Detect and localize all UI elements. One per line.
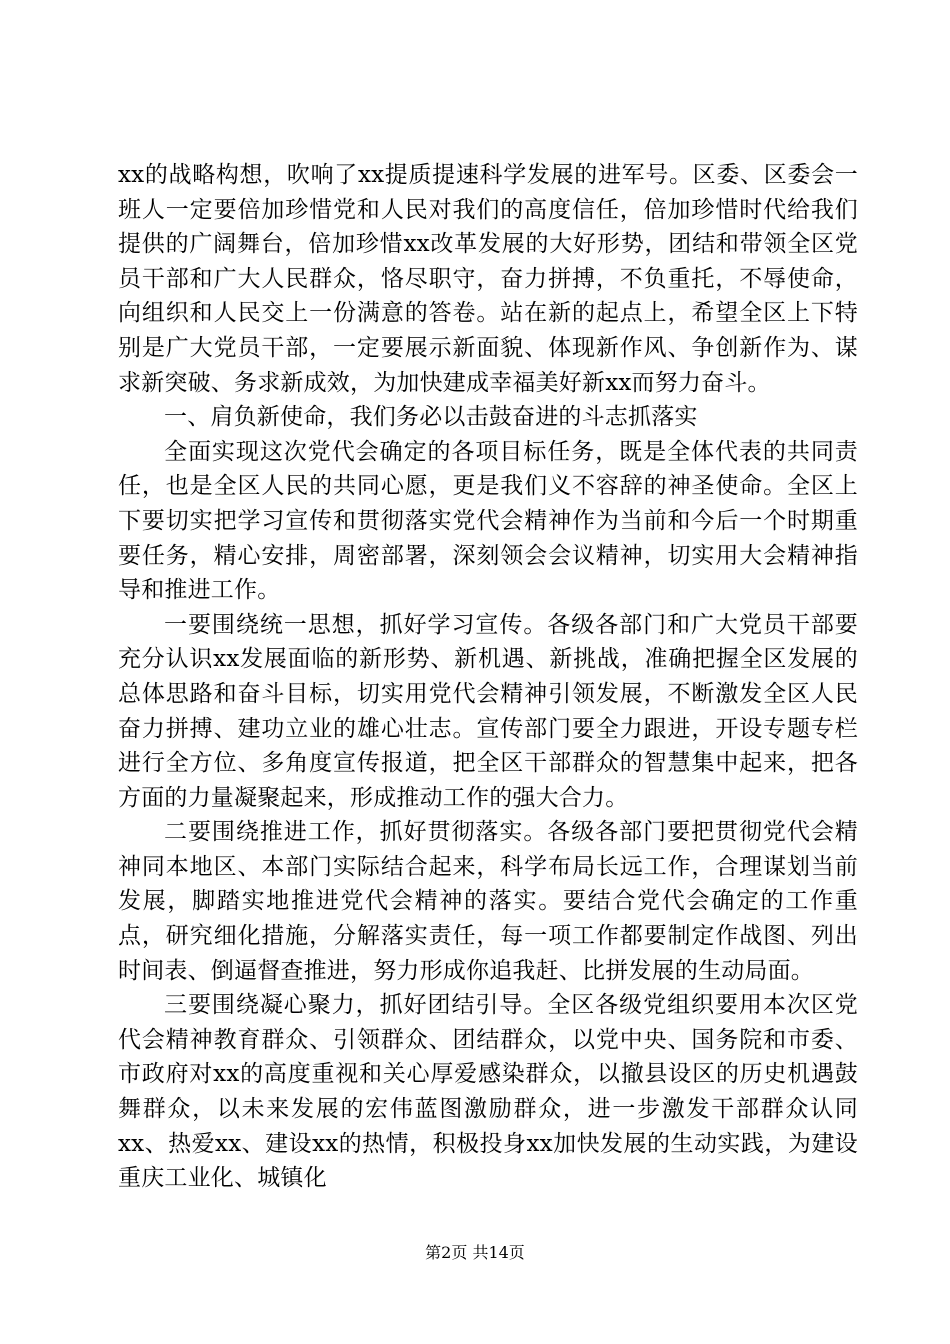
paragraph-intro: xx的战略构想，吹响了xx提质提速科学发展的进军号。区委、区委会一班人一定要倍加珍惜党和人民对我们的高度信任，倍加珍惜时代给我们提供的广阔舞台，倍加珍惜xx改革发展的大好形势，团结和带领全区党员干部和广大人民群众，恪尽职守，奋力拼搏，不负重托，不辱使命，向组织和人民交上一份满意的答卷。站在新的起点上，希望全区上下特别是广大党员干部，一定要展示新面貌、体现新作风、争创新作为、谋求新突破、务求新成效，为加快建成幸福美好新xx而努力奋斗。 <box>118 162 858 396</box>
section-heading: 一、肩负新使命，我们务必以击鼓奋进的斗志抓落实 <box>164 404 698 431</box>
body-text <box>118 158 858 1196</box>
paragraph-point-three: 三要围绕凝心聚力，抓好团结引导。全区各级党组织要用本次区党代会精神教育群众、引领群众、团结群众，以党中央、国务院和市委、市政府对xx的高度重视和关心厚爱感染群众，以撤县设区的历史机遇鼓舞群众，以未来发展的宏伟蓝图激励群众，进一步激发干部群众认同xx、热爱xx、建设xx的热情，积极投身xx加快发展的生动实践，为建设重庆工业化、城镇化 <box>118 992 858 1192</box>
paragraph-point-two: 二要围绕推进工作，抓好贯彻落实。各级各部门要把贯彻党代会精神同本地区、本部门实际结合起来，科学布局长远工作，合理谋划当前发展，脚踏实地推进党代会精神的落实。要结合党代会确定的工作重点，研究细化措施，分解落实责任，每一项工作都要制定作战图、列出时间表、倒逼督查推进，努力形成你追我赶、比拼发展的生动局面。 <box>118 819 858 984</box>
paragraph-point-one: 一要围绕统一思想，抓好学习宣传。各级各部门和广大党员干部要充分认识xx发展面临的新形势、新机遇、新挑战，准确把握全区发展的总体思路和奋斗目标，切实用党代会精神引领发展，不断激发全区人民奋力拼搏、建功立业的雄心壮志。宣传部门要全力跟进，开设专题专栏进行全方位、多角度宣传报道，把全区干部群众的智慧集中起来，把各方面的力量凝聚起来，形成推动工作的强大合力。 <box>118 611 858 811</box>
page-number-footer: 第2页 共14页 <box>425 1243 525 1262</box>
paragraph-mission: 全面实现这次党代会确定的各项目标任务，既是全体代表的共同责任，也是全区人民的共同心愿，更是我们义不容辞的神圣使命。全区上下要切实把学习宣传和贯彻落实党代会精神作为当前和今后一个时期重要任务，精心安排，周密部署，深刻领会会议精神，切实用大会精神指导和推进工作。 <box>118 438 858 604</box>
